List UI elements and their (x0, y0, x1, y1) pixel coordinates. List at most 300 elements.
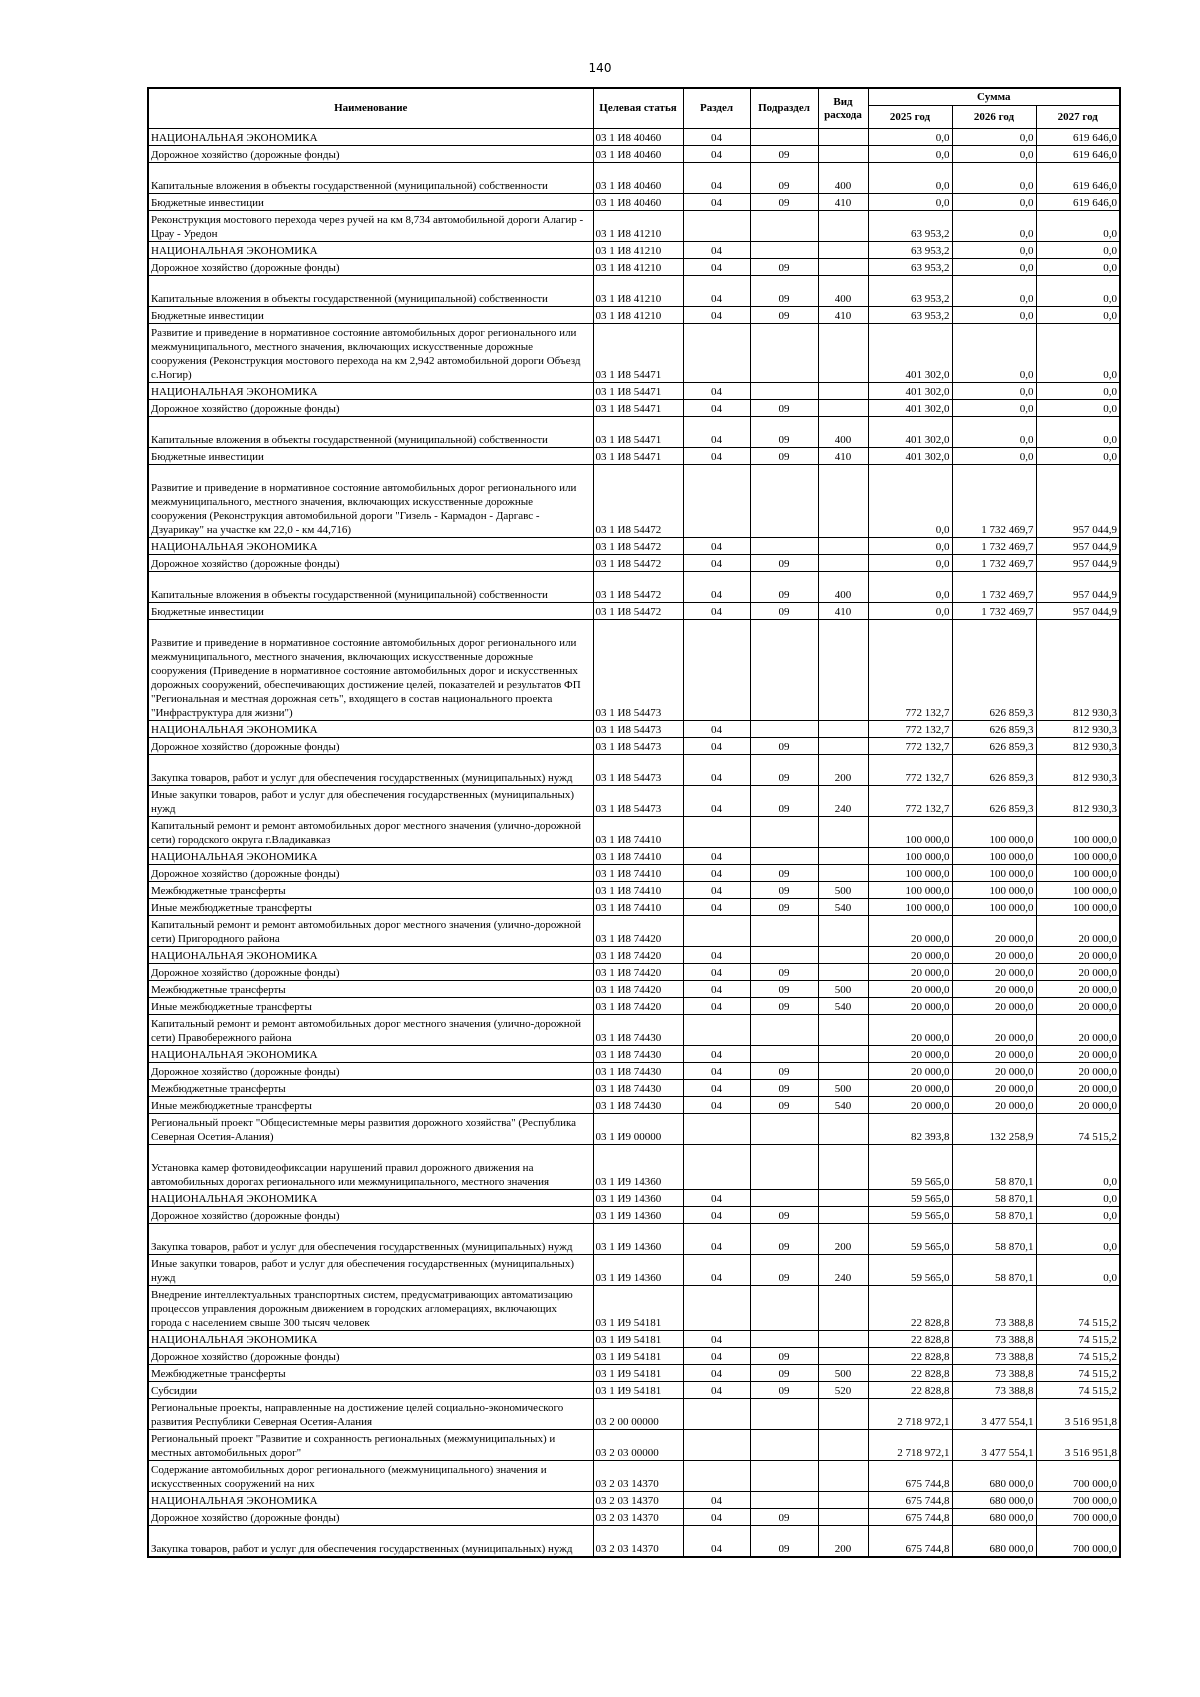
row-amount-2025: 63 953,2 (868, 276, 952, 307)
row-amount-2027: 20 000,0 (1036, 1015, 1120, 1046)
row-amount-2027: 74 515,2 (1036, 1382, 1120, 1399)
row-expense-type: 200 (818, 1526, 868, 1557)
row-subsection (750, 1190, 818, 1207)
row-subsection (750, 129, 818, 146)
table-row (148, 1492, 1120, 1509)
row-subsection: 09 (750, 865, 818, 882)
row-section: 04 (683, 738, 750, 755)
table-row (148, 448, 1120, 465)
row-amount-2027: 957 044,9 (1036, 603, 1120, 620)
row-amount-2025: 63 953,2 (868, 211, 952, 242)
row-subsection: 09 (750, 1509, 818, 1526)
row-amount-2027: 20 000,0 (1036, 964, 1120, 981)
row-section: 04 (683, 129, 750, 146)
row-amount-2027: 0,0 (1036, 448, 1120, 465)
row-amount-2025: 59 565,0 (868, 1145, 952, 1190)
row-target-code: 03 1 И8 74430 (593, 1063, 683, 1080)
row-target-code: 03 1 И8 40460 (593, 194, 683, 211)
row-target-code: 03 1 И8 54473 (593, 721, 683, 738)
row-expense-type (818, 129, 868, 146)
row-name: Бюджетные инвестиции (148, 603, 593, 620)
row-target-code: 03 1 И9 54181 (593, 1331, 683, 1348)
row-subsection (750, 947, 818, 964)
row-section: 04 (683, 1097, 750, 1114)
row-expense-type: 400 (818, 163, 868, 194)
row-name: Межбюджетные трансферты (148, 1365, 593, 1382)
row-amount-2026: 1 732 469,7 (952, 465, 1036, 538)
row-amount-2025: 401 302,0 (868, 417, 952, 448)
row-amount-2025: 675 744,8 (868, 1526, 952, 1557)
row-amount-2025: 20 000,0 (868, 964, 952, 981)
table-row (148, 1286, 1120, 1331)
row-amount-2025: 0,0 (868, 572, 952, 603)
table-row (148, 786, 1120, 817)
row-target-code: 03 1 И8 74410 (593, 848, 683, 865)
row-expense-type (818, 1492, 868, 1509)
row-target-code: 03 1 И8 74430 (593, 1097, 683, 1114)
table-row (148, 1063, 1120, 1080)
row-name: Развитие и приведение в нормативное состояние автомобильных дорог регионального или межмуниципального, местного значения, включающих искусственные дорожные сооружения (Приведение в нормативное состояние автомобильных дорог и искусственных дорожных сооружений, обеспечивающих достижение целей, показателей и результатов ФП "Региональная и местная дорожная сеть", входящего в состав национального проекта "Инфраструктура для жизни") (148, 620, 593, 721)
row-name: Дорожное хозяйство (дорожные фонды) (148, 738, 593, 755)
row-name: Реконструкция мостового перехода через ручей на км 8,734 автомобильной дороги Алагир - Црау - Уредон (148, 211, 593, 242)
row-amount-2025: 772 132,7 (868, 620, 952, 721)
row-name: Капитальный ремонт и ремонт автомобильных дорог местного значения (улично-дорожной сети) Пригородного района (148, 916, 593, 947)
row-expense-type: 240 (818, 786, 868, 817)
row-subsection: 09 (750, 276, 818, 307)
row-subsection (750, 916, 818, 947)
row-amount-2027: 20 000,0 (1036, 1080, 1120, 1097)
row-amount-2027: 700 000,0 (1036, 1526, 1120, 1557)
row-section: 04 (683, 276, 750, 307)
row-section: 04 (683, 755, 750, 786)
row-subsection (750, 538, 818, 555)
row-subsection (750, 620, 818, 721)
row-name: Бюджетные инвестиции (148, 307, 593, 324)
row-target-code: 03 1 И8 54471 (593, 417, 683, 448)
row-amount-2027: 0,0 (1036, 1190, 1120, 1207)
table-row (148, 1224, 1120, 1255)
row-expense-type: 500 (818, 1365, 868, 1382)
row-target-code: 03 1 И8 74410 (593, 899, 683, 916)
row-amount-2025: 20 000,0 (868, 998, 952, 1015)
row-amount-2026: 100 000,0 (952, 899, 1036, 916)
table-row (148, 620, 1120, 721)
row-name: Бюджетные инвестиции (148, 194, 593, 211)
row-section: 04 (683, 1207, 750, 1224)
row-name: Субсидии (148, 1382, 593, 1399)
row-target-code: 03 1 И8 74420 (593, 981, 683, 998)
row-target-code: 03 1 И9 54181 (593, 1348, 683, 1365)
table-row (148, 211, 1120, 242)
row-subsection (750, 1286, 818, 1331)
table-row (148, 307, 1120, 324)
row-amount-2026: 0,0 (952, 242, 1036, 259)
row-target-code: 03 1 И8 74420 (593, 916, 683, 947)
table-row (148, 916, 1120, 947)
row-amount-2026: 1 732 469,7 (952, 603, 1036, 620)
row-target-code: 03 1 И8 54473 (593, 738, 683, 755)
row-amount-2027: 20 000,0 (1036, 981, 1120, 998)
row-target-code: 03 1 И9 14360 (593, 1207, 683, 1224)
row-amount-2025: 22 828,8 (868, 1382, 952, 1399)
table-row (148, 1399, 1120, 1430)
row-expense-type: 540 (818, 998, 868, 1015)
row-subsection: 09 (750, 194, 818, 211)
row-section: 04 (683, 1046, 750, 1063)
row-section (683, 324, 750, 383)
row-target-code: 03 1 И8 54471 (593, 400, 683, 417)
row-expense-type: 200 (818, 1224, 868, 1255)
row-name: Дорожное хозяйство (дорожные фонды) (148, 400, 593, 417)
row-section: 04 (683, 1509, 750, 1526)
row-subsection (750, 1015, 818, 1046)
row-name: Установка камер фотовидеофиксации нарушений правил дорожного движения на автомобильных дорогах регионального или межмуниципального, местного значения (148, 1145, 593, 1190)
row-target-code: 03 1 И9 54181 (593, 1286, 683, 1331)
row-section (683, 465, 750, 538)
row-amount-2027: 20 000,0 (1036, 1063, 1120, 1080)
row-name: Развитие и приведение в нормативное состояние автомобильных дорог регионального или межмуниципального, местного значения, включающих искусственные дорожные сооружения (Реконструкция мостового перехода на км 2,942 автомобильной дороги Объезд с.Ногир) (148, 324, 593, 383)
row-amount-2027: 100 000,0 (1036, 817, 1120, 848)
row-target-code: 03 1 И8 54472 (593, 465, 683, 538)
row-target-code: 03 1 И9 54181 (593, 1365, 683, 1382)
table-row (148, 817, 1120, 848)
row-section (683, 916, 750, 947)
row-name: Содержание автомобильных дорог регионального (межмуниципального) значения и искусственных сооружений на них (148, 1461, 593, 1492)
row-subsection (750, 211, 818, 242)
row-target-code: 03 1 И8 54472 (593, 538, 683, 555)
row-amount-2027: 957 044,9 (1036, 555, 1120, 572)
table-row (148, 603, 1120, 620)
row-expense-type (818, 1015, 868, 1046)
row-section: 04 (683, 1331, 750, 1348)
row-target-code: 03 1 И8 40460 (593, 146, 683, 163)
row-amount-2027: 74 515,2 (1036, 1114, 1120, 1145)
row-amount-2027: 20 000,0 (1036, 1097, 1120, 1114)
table-row (148, 324, 1120, 383)
row-subsection: 09 (750, 1255, 818, 1286)
row-section: 04 (683, 865, 750, 882)
row-section: 04 (683, 848, 750, 865)
table-row (148, 259, 1120, 276)
table-row (148, 848, 1120, 865)
row-amount-2025: 100 000,0 (868, 817, 952, 848)
table-row (148, 1526, 1120, 1557)
row-name: НАЦИОНАЛЬНАЯ ЭКОНОМИКА (148, 1046, 593, 1063)
row-amount-2026: 0,0 (952, 448, 1036, 465)
row-amount-2027: 0,0 (1036, 400, 1120, 417)
row-subsection: 09 (750, 417, 818, 448)
row-amount-2026: 73 388,8 (952, 1365, 1036, 1382)
row-amount-2026: 20 000,0 (952, 964, 1036, 981)
row-section (683, 1399, 750, 1430)
row-amount-2027: 812 930,3 (1036, 620, 1120, 721)
row-expense-type (818, 1509, 868, 1526)
table-row (148, 1145, 1120, 1190)
table-body (148, 129, 1120, 1557)
row-name: НАЦИОНАЛЬНАЯ ЭКОНОМИКА (148, 242, 593, 259)
row-target-code: 03 1 И8 74430 (593, 1080, 683, 1097)
table-row (148, 865, 1120, 882)
table-row (148, 383, 1120, 400)
row-amount-2025: 772 132,7 (868, 738, 952, 755)
row-expense-type (818, 146, 868, 163)
header-section: Раздел (683, 88, 750, 129)
row-section: 04 (683, 1063, 750, 1080)
row-amount-2027: 0,0 (1036, 276, 1120, 307)
row-name: Дорожное хозяйство (дорожные фонды) (148, 146, 593, 163)
row-section (683, 1114, 750, 1145)
row-target-code: 03 1 И8 54473 (593, 786, 683, 817)
row-name: Капитальный ремонт и ремонт автомобильных дорог местного значения (улично-дорожной сети) Правобережного района (148, 1015, 593, 1046)
row-expense-type: 400 (818, 417, 868, 448)
table-row (148, 998, 1120, 1015)
row-subsection (750, 848, 818, 865)
row-expense-type: 540 (818, 899, 868, 916)
row-section: 04 (683, 1348, 750, 1365)
row-target-code: 03 1 И8 74420 (593, 998, 683, 1015)
row-subsection: 09 (750, 146, 818, 163)
row-amount-2027: 100 000,0 (1036, 848, 1120, 865)
row-amount-2026: 73 388,8 (952, 1286, 1036, 1331)
row-name: Закупка товаров, работ и услуг для обеспечения государственных (муниципальных) нужд (148, 1224, 593, 1255)
row-amount-2026: 58 870,1 (952, 1255, 1036, 1286)
row-target-code: 03 1 И9 54181 (593, 1382, 683, 1399)
row-amount-2026: 58 870,1 (952, 1207, 1036, 1224)
row-expense-type (818, 1399, 868, 1430)
row-subsection: 09 (750, 555, 818, 572)
row-target-code: 03 1 И9 00000 (593, 1114, 683, 1145)
row-expense-type (818, 1145, 868, 1190)
row-amount-2025: 20 000,0 (868, 1080, 952, 1097)
row-amount-2025: 401 302,0 (868, 400, 952, 417)
row-amount-2025: 100 000,0 (868, 899, 952, 916)
row-subsection: 09 (750, 786, 818, 817)
row-amount-2025: 0,0 (868, 555, 952, 572)
row-subsection (750, 1046, 818, 1063)
row-amount-2025: 20 000,0 (868, 916, 952, 947)
row-amount-2025: 100 000,0 (868, 865, 952, 882)
row-target-code: 03 1 И8 74410 (593, 817, 683, 848)
row-amount-2026: 3 477 554,1 (952, 1399, 1036, 1430)
row-subsection (750, 383, 818, 400)
row-expense-type (818, 383, 868, 400)
row-section: 04 (683, 1365, 750, 1382)
table-row (148, 465, 1120, 538)
row-name: Бюджетные инвестиции (148, 448, 593, 465)
page-number: 140 (588, 61, 612, 75)
row-amount-2027: 100 000,0 (1036, 882, 1120, 899)
row-name: Межбюджетные трансферты (148, 1080, 593, 1097)
row-expense-type: 400 (818, 276, 868, 307)
row-section: 04 (683, 163, 750, 194)
row-subsection: 09 (750, 1080, 818, 1097)
row-target-code: 03 2 03 14370 (593, 1526, 683, 1557)
header-2026: 2026 год (952, 106, 1036, 129)
header-expense-type: Вид расхода (818, 88, 868, 129)
row-expense-type (818, 1207, 868, 1224)
row-subsection (750, 465, 818, 538)
row-amount-2027: 3 516 951,8 (1036, 1399, 1120, 1430)
row-amount-2025: 82 393,8 (868, 1114, 952, 1145)
row-name: Капитальные вложения в объекты государственной (муниципальной) собственности (148, 417, 593, 448)
row-amount-2025: 20 000,0 (868, 1063, 952, 1080)
row-target-code: 03 1 И8 54472 (593, 555, 683, 572)
row-amount-2025: 22 828,8 (868, 1286, 952, 1331)
row-subsection: 09 (750, 448, 818, 465)
row-amount-2025: 20 000,0 (868, 1097, 952, 1114)
row-subsection: 09 (750, 755, 818, 786)
row-expense-type: 410 (818, 448, 868, 465)
row-amount-2026: 58 870,1 (952, 1145, 1036, 1190)
row-amount-2025: 772 132,7 (868, 721, 952, 738)
row-section (683, 1286, 750, 1331)
table-row (148, 1461, 1120, 1492)
row-amount-2026: 680 000,0 (952, 1526, 1036, 1557)
row-name: НАЦИОНАЛЬНАЯ ЭКОНОМИКА (148, 848, 593, 865)
row-subsection: 09 (750, 1382, 818, 1399)
row-subsection: 09 (750, 1224, 818, 1255)
row-section (683, 1461, 750, 1492)
row-amount-2025: 22 828,8 (868, 1348, 952, 1365)
row-target-code: 03 1 И9 14360 (593, 1255, 683, 1286)
row-subsection: 09 (750, 1348, 818, 1365)
row-amount-2026: 1 732 469,7 (952, 538, 1036, 555)
row-expense-type (818, 1046, 868, 1063)
row-amount-2025: 675 744,8 (868, 1492, 952, 1509)
row-amount-2026: 680 000,0 (952, 1509, 1036, 1526)
row-expense-type (818, 1114, 868, 1145)
row-amount-2027: 619 646,0 (1036, 163, 1120, 194)
row-amount-2027: 957 044,9 (1036, 572, 1120, 603)
row-name: Региональные проекты, направленные на достижение целей социально-экономического развития Республики Северная Осетия-Алания (148, 1399, 593, 1430)
row-amount-2027: 0,0 (1036, 324, 1120, 383)
row-section (683, 620, 750, 721)
table-row (148, 146, 1120, 163)
row-section (683, 211, 750, 242)
row-amount-2026: 73 388,8 (952, 1331, 1036, 1348)
row-amount-2026: 1 732 469,7 (952, 572, 1036, 603)
row-amount-2027: 812 930,3 (1036, 738, 1120, 755)
row-amount-2026: 20 000,0 (952, 947, 1036, 964)
row-subsection: 09 (750, 1063, 818, 1080)
row-amount-2027: 20 000,0 (1036, 947, 1120, 964)
row-amount-2025: 2 718 972,1 (868, 1399, 952, 1430)
row-amount-2026: 100 000,0 (952, 865, 1036, 882)
row-subsection: 09 (750, 259, 818, 276)
row-section: 04 (683, 786, 750, 817)
row-name: Иные закупки товаров, работ и услуг для обеспечения государственных (муниципальных) нужд (148, 786, 593, 817)
row-section: 04 (683, 1255, 750, 1286)
row-amount-2027: 0,0 (1036, 211, 1120, 242)
row-amount-2026: 0,0 (952, 146, 1036, 163)
row-amount-2026: 0,0 (952, 417, 1036, 448)
row-amount-2027: 0,0 (1036, 417, 1120, 448)
table-row (148, 1430, 1120, 1461)
row-amount-2025: 675 744,8 (868, 1509, 952, 1526)
row-section: 04 (683, 947, 750, 964)
row-target-code: 03 1 И9 14360 (593, 1190, 683, 1207)
row-amount-2025: 675 744,8 (868, 1461, 952, 1492)
row-amount-2027: 100 000,0 (1036, 899, 1120, 916)
row-amount-2026: 20 000,0 (952, 1063, 1036, 1080)
row-name: НАЦИОНАЛЬНАЯ ЭКОНОМИКА (148, 383, 593, 400)
row-name: Дорожное хозяйство (дорожные фонды) (148, 1207, 593, 1224)
row-name: Дорожное хозяйство (дорожные фонды) (148, 865, 593, 882)
row-amount-2025: 0,0 (868, 146, 952, 163)
row-target-code: 03 1 И8 74430 (593, 1046, 683, 1063)
row-amount-2026: 58 870,1 (952, 1224, 1036, 1255)
row-name: Развитие и приведение в нормативное состояние автомобильных дорог регионального или межмуниципального, местного значения, включающих искусственные дорожные сооружения (Реконструкция автомобильной дороги "Гизель - Кармадон - Даргавс - Дзуарикау" на участке км 22,0 - км 44,716) (148, 465, 593, 538)
row-expense-type (818, 211, 868, 242)
row-amount-2025: 772 132,7 (868, 786, 952, 817)
table-row (148, 721, 1120, 738)
row-amount-2027: 700 000,0 (1036, 1509, 1120, 1526)
table-row (148, 1046, 1120, 1063)
row-expense-type (818, 865, 868, 882)
row-expense-type (818, 259, 868, 276)
row-target-code: 03 1 И8 74420 (593, 947, 683, 964)
table-row (148, 947, 1120, 964)
row-subsection: 09 (750, 572, 818, 603)
row-amount-2025: 100 000,0 (868, 882, 952, 899)
row-name: НАЦИОНАЛЬНАЯ ЭКОНОМИКА (148, 1331, 593, 1348)
row-expense-type: 410 (818, 603, 868, 620)
row-amount-2027: 100 000,0 (1036, 865, 1120, 882)
row-amount-2027: 0,0 (1036, 1224, 1120, 1255)
row-section: 04 (683, 1080, 750, 1097)
row-target-code: 03 2 03 14370 (593, 1492, 683, 1509)
row-subsection: 09 (750, 163, 818, 194)
row-expense-type: 410 (818, 194, 868, 211)
row-amount-2026: 20 000,0 (952, 1046, 1036, 1063)
row-amount-2025: 59 565,0 (868, 1207, 952, 1224)
table-row (148, 1114, 1120, 1145)
row-amount-2025: 0,0 (868, 129, 952, 146)
row-subsection: 09 (750, 1365, 818, 1382)
row-amount-2026: 0,0 (952, 259, 1036, 276)
header-name: Наименование (148, 88, 593, 129)
table-row (148, 1348, 1120, 1365)
table-row (148, 1365, 1120, 1382)
row-amount-2027: 619 646,0 (1036, 129, 1120, 146)
row-section: 04 (683, 1224, 750, 1255)
row-subsection (750, 324, 818, 383)
row-subsection: 09 (750, 307, 818, 324)
row-expense-type (818, 242, 868, 259)
row-name: Дорожное хозяйство (дорожные фонды) (148, 1063, 593, 1080)
row-subsection (750, 1145, 818, 1190)
row-target-code: 03 1 И8 41210 (593, 276, 683, 307)
table-row (148, 555, 1120, 572)
row-amount-2025: 59 565,0 (868, 1255, 952, 1286)
row-expense-type: 240 (818, 1255, 868, 1286)
row-amount-2025: 0,0 (868, 163, 952, 194)
row-amount-2025: 0,0 (868, 603, 952, 620)
row-section (683, 817, 750, 848)
row-name: Межбюджетные трансферты (148, 882, 593, 899)
table-row (148, 882, 1120, 899)
row-subsection (750, 1430, 818, 1461)
table-row (148, 276, 1120, 307)
row-amount-2027: 20 000,0 (1036, 998, 1120, 1015)
row-expense-type (818, 555, 868, 572)
row-subsection: 09 (750, 603, 818, 620)
header-target: Целевая статья (593, 88, 683, 129)
row-section: 04 (683, 194, 750, 211)
table-row (148, 899, 1120, 916)
row-target-code: 03 1 И8 54471 (593, 448, 683, 465)
row-amount-2026: 20 000,0 (952, 1080, 1036, 1097)
